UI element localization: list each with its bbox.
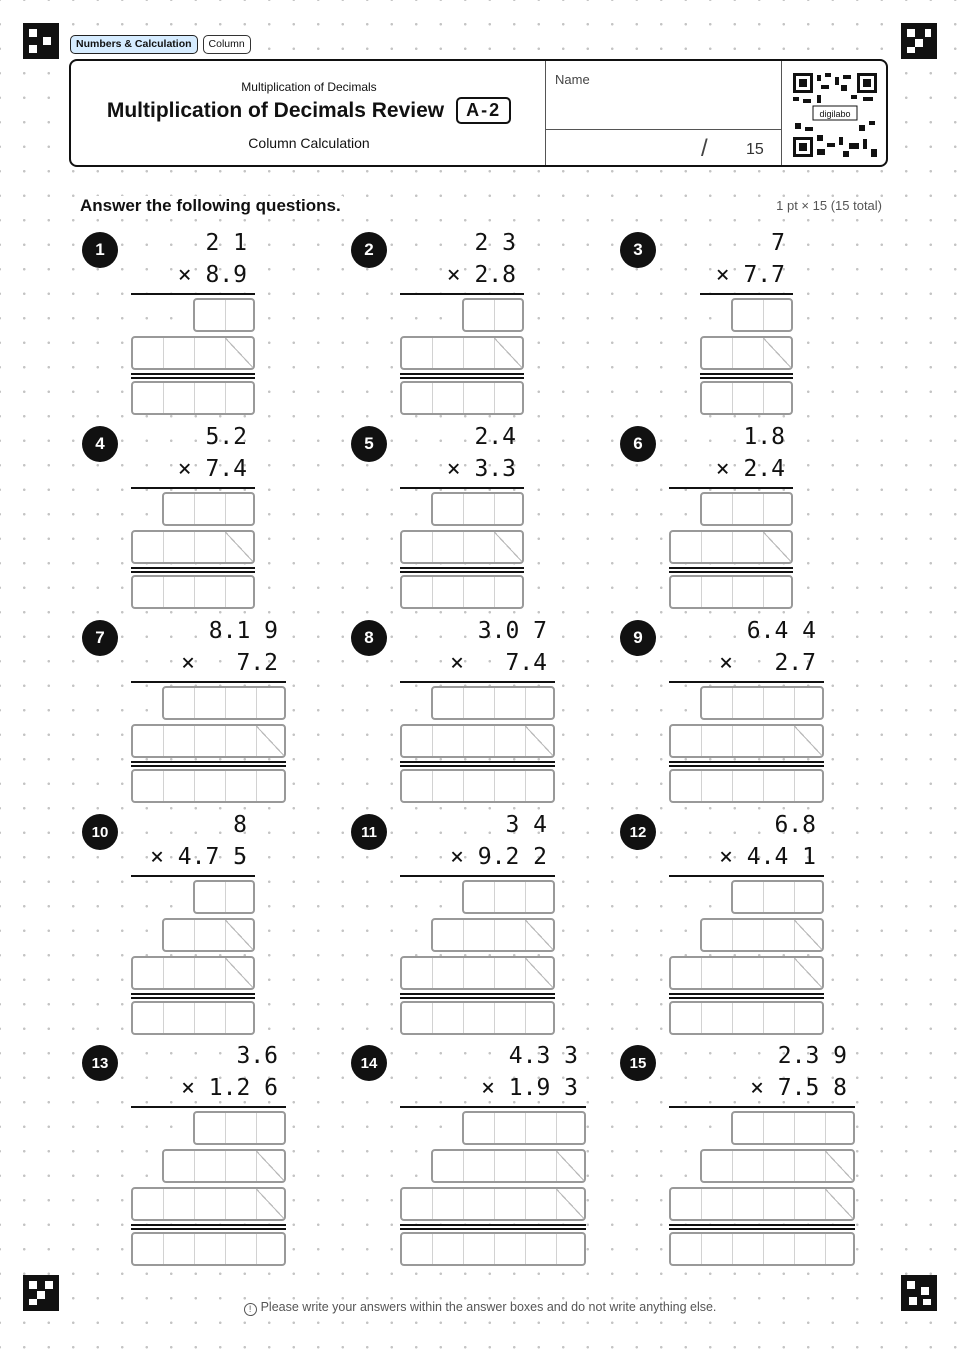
multiplier: × 8.9	[177, 262, 247, 288]
name-field-label: Name	[555, 72, 590, 87]
qr-label: digilabo	[819, 109, 851, 119]
product-rule	[131, 681, 286, 683]
header-divider	[545, 61, 546, 165]
multiplier: × 4.4 1	[719, 844, 816, 870]
product-rule	[400, 487, 524, 489]
question-number-badge: 1	[82, 232, 118, 268]
partial-product-box[interactable]	[162, 1149, 286, 1183]
question-number-badge: 6	[620, 426, 656, 462]
multiplier: × 1.2 6	[181, 1075, 278, 1101]
partial-product-box[interactable]	[400, 724, 555, 758]
score-slash: /	[701, 135, 708, 162]
partial-product-box[interactable]	[731, 298, 793, 332]
answer-box[interactable]	[669, 575, 793, 609]
sum-rule	[669, 1224, 855, 1230]
question-number-badge: 7	[82, 620, 118, 656]
multiplicand: 3 4	[505, 812, 547, 838]
sum-rule	[400, 373, 524, 379]
partial-product-box[interactable]	[462, 880, 555, 914]
question-number-badge: 11	[351, 814, 387, 850]
multiplicand: 1.8	[743, 424, 785, 450]
multiplicand: 2.4	[474, 424, 516, 450]
partial-product-box[interactable]	[400, 1187, 586, 1221]
product-rule	[400, 875, 555, 877]
multiplier: × 7.7	[715, 262, 785, 288]
tag-method: Column	[203, 35, 251, 54]
partial-product-box[interactable]	[731, 880, 824, 914]
multiplicand: 4.3 3	[508, 1043, 578, 1069]
multiplier: × 2.8	[446, 262, 516, 288]
partial-product-box[interactable]	[700, 336, 793, 370]
sum-rule	[400, 993, 555, 999]
partial-product-box[interactable]	[400, 336, 524, 370]
partial-product-box[interactable]	[700, 492, 793, 526]
question-number-badge: 10	[82, 814, 118, 850]
product-rule	[131, 875, 255, 877]
multiplicand: 5.2	[205, 424, 247, 450]
product-rule	[131, 1106, 286, 1108]
sum-rule	[400, 1224, 586, 1230]
partial-product-box[interactable]	[193, 298, 255, 332]
sum-rule	[669, 993, 824, 999]
partial-product-box[interactable]	[431, 492, 524, 526]
answer-box[interactable]	[131, 575, 255, 609]
question-number-badge: 9	[620, 620, 656, 656]
product-rule	[400, 293, 524, 295]
question-number-badge: 5	[351, 426, 387, 462]
question-number-badge: 13	[82, 1045, 118, 1081]
partial-product-box[interactable]	[462, 1111, 586, 1145]
partial-product-box[interactable]	[131, 530, 255, 564]
partial-product-box[interactable]	[669, 956, 824, 990]
multiplicand: 2 1	[205, 230, 247, 256]
answer-box[interactable]	[400, 575, 524, 609]
multiplier: × 7.4	[450, 650, 547, 676]
sum-rule	[131, 1224, 286, 1230]
worksheet-header	[69, 59, 888, 167]
partial-product-box[interactable]	[162, 492, 255, 526]
answer-box[interactable]	[400, 381, 524, 415]
multiplicand: 8.1 9	[208, 618, 278, 644]
answer-box[interactable]	[131, 769, 286, 803]
partial-product-box[interactable]	[669, 724, 824, 758]
answer-box[interactable]	[700, 381, 793, 415]
partial-product-box[interactable]	[431, 686, 555, 720]
answer-box[interactable]	[131, 381, 255, 415]
question-number-badge: 2	[351, 232, 387, 268]
multiplicand: 7	[771, 230, 785, 256]
partial-product-box[interactable]	[162, 686, 286, 720]
product-rule	[669, 487, 793, 489]
sum-rule	[400, 567, 524, 573]
qr-code	[793, 73, 877, 157]
instructions: Answer the following questions.	[80, 196, 341, 215]
multiplicand: 2.3 9	[777, 1043, 847, 1069]
sum-rule	[131, 373, 255, 379]
product-rule	[131, 293, 255, 295]
sum-rule	[131, 567, 255, 573]
header-title-row	[71, 97, 547, 124]
partial-product-box[interactable]	[131, 1187, 286, 1221]
answer-box[interactable]	[131, 1232, 286, 1266]
partial-product-box[interactable]	[731, 1111, 855, 1145]
question-number-badge: 14	[351, 1045, 387, 1081]
multiplier: × 9.2 2	[450, 844, 547, 870]
question-number-badge: 12	[620, 814, 656, 850]
points-info: 1 pt × 15 (15 total)	[776, 198, 882, 213]
product-rule	[400, 1106, 586, 1108]
product-rule	[669, 1106, 855, 1108]
header-divider	[545, 129, 781, 130]
partial-product-box[interactable]	[669, 530, 793, 564]
multiplier: × 3.3	[446, 456, 516, 482]
partial-product-box[interactable]	[131, 956, 255, 990]
sum-rule	[669, 567, 793, 573]
multiplicand: 8	[233, 812, 247, 838]
info-icon: !	[244, 1303, 257, 1316]
partial-product-box[interactable]	[700, 1149, 855, 1183]
partial-product-box[interactable]	[193, 1111, 286, 1145]
tag-list	[70, 35, 251, 54]
multiplier: × 2.7	[719, 650, 816, 676]
corner-marker-top-right	[901, 23, 937, 59]
multiplier: × 7.5 8	[750, 1075, 847, 1101]
header-subject: Multiplication of Decimals	[241, 80, 377, 94]
partial-product-box[interactable]	[193, 880, 255, 914]
multiplier: × 4.7 5	[150, 844, 247, 870]
header-divider	[781, 61, 782, 165]
partial-product-box[interactable]	[700, 918, 824, 952]
product-rule	[131, 487, 255, 489]
score-total: 15	[746, 141, 764, 158]
multiplier: × 2.4	[715, 456, 785, 482]
footer-text: Please write your answers within the answer boxes and do not write anything else.	[260, 1300, 717, 1314]
sum-rule	[400, 761, 555, 767]
answer-box[interactable]	[669, 769, 824, 803]
page-title: Multiplication of Decimals Review	[106, 98, 445, 122]
answer-box[interactable]	[400, 1001, 555, 1035]
sum-rule	[669, 761, 824, 767]
multiplicand: 6.8	[774, 812, 816, 838]
header-subtitle: Column Calculation	[248, 135, 370, 151]
partial-product-box[interactable]	[669, 1187, 855, 1221]
product-rule	[669, 681, 824, 683]
sum-rule	[131, 761, 286, 767]
partial-product-box[interactable]	[400, 530, 524, 564]
tag-category: Numbers & Calculation	[70, 35, 198, 54]
partial-product-box[interactable]	[131, 724, 286, 758]
multiplicand: 6.4 4	[746, 618, 816, 644]
multiplier: × 7.2	[181, 650, 278, 676]
question-number-badge: 15	[620, 1045, 656, 1081]
product-rule	[400, 681, 555, 683]
partial-product-box[interactable]	[462, 298, 524, 332]
answer-box[interactable]	[400, 769, 555, 803]
question-number-badge: 8	[351, 620, 387, 656]
multiplicand: 3.0 7	[477, 618, 547, 644]
corner-marker-top-left	[23, 23, 59, 59]
multiplier: × 1.9 3	[481, 1075, 578, 1101]
question-number-badge: 4	[82, 426, 118, 462]
footer-note	[0, 1300, 960, 1316]
answer-box[interactable]	[131, 1001, 255, 1035]
product-rule	[669, 875, 824, 877]
sum-rule	[131, 993, 255, 999]
worksheet-code-badge: A-2	[456, 97, 511, 124]
question-number-badge: 3	[620, 232, 656, 268]
multiplicand: 2 3	[474, 230, 516, 256]
partial-product-box[interactable]	[400, 956, 555, 990]
sum-rule	[700, 373, 793, 379]
multiplier: × 7.4	[177, 456, 247, 482]
partial-product-box[interactable]	[431, 918, 555, 952]
partial-product-box[interactable]	[162, 918, 255, 952]
answer-box[interactable]	[400, 1232, 586, 1266]
partial-product-box[interactable]	[431, 1149, 586, 1183]
partial-product-box[interactable]	[700, 686, 824, 720]
partial-product-box[interactable]	[131, 336, 255, 370]
answer-box[interactable]	[669, 1001, 824, 1035]
product-rule	[700, 293, 793, 295]
answer-box[interactable]	[669, 1232, 855, 1266]
multiplicand: 3.6	[236, 1043, 278, 1069]
